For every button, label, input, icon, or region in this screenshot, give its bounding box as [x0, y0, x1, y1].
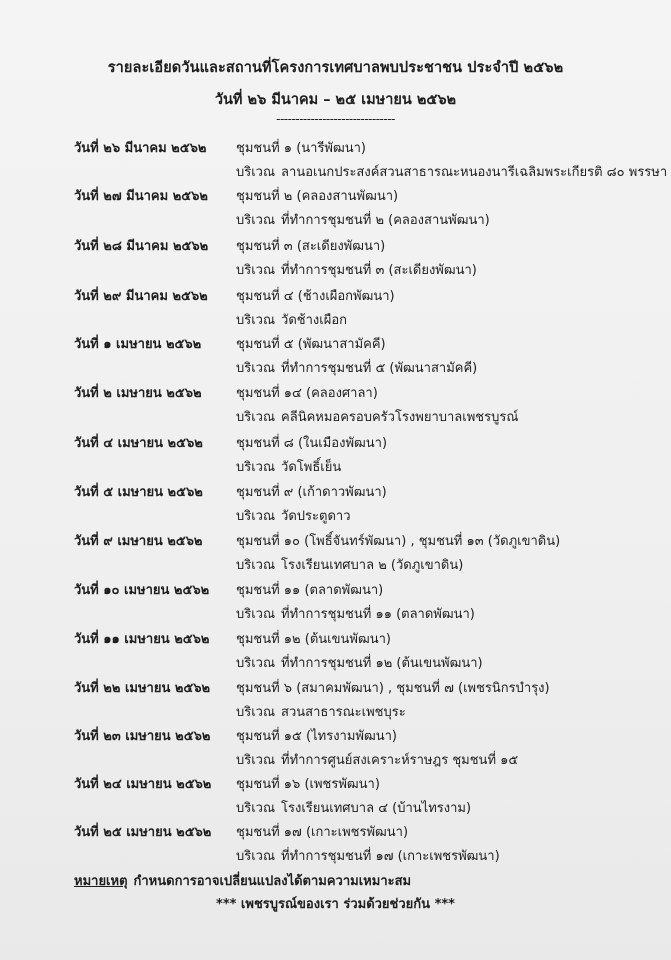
location-text: ที่ทำการชุมชนที่ ๒ (คลองสานพัฒนา): [281, 213, 490, 228]
entry-community: ชุมชนที่ ๘ (ในเมืองพัฒนา): [236, 436, 388, 451]
title-divider: -------------------------------: [276, 112, 395, 126]
schedule-entry: [0, 579, 671, 625]
location-text: วัดประตูดาว: [281, 509, 351, 524]
schedule-entry: [0, 285, 671, 331]
location-label: บริเวณ: [236, 753, 276, 768]
location-text: คลีนิคหมอครอบครัวโรงพยาบาลเพชรบูรณ์: [281, 410, 519, 425]
entry-location: [236, 309, 347, 330]
entry-date: วันที่ ๑ เมษายน ๒๕๖๒: [74, 337, 202, 352]
location-label: บริเวณ: [236, 801, 276, 816]
entry-location: [236, 456, 341, 477]
entry-location: [236, 749, 518, 770]
location-label: บริเวณ: [236, 410, 276, 425]
schedule-entry: [0, 333, 671, 379]
entry-location: [236, 652, 483, 673]
location-text: ลานอเนกประสงค์สวนสาธารณะหนองนารีเฉลิมพระเกียรติ ๘๐ พรรษา: [281, 165, 668, 180]
location-text: สวนสาธารณะเพชบุระ: [281, 705, 406, 720]
entry-location: [236, 357, 477, 378]
schedule-entry: [0, 382, 671, 428]
schedule-entry: [0, 725, 671, 771]
schedule-entry: [0, 137, 671, 183]
location-label: บริเวณ: [236, 460, 276, 475]
remark-label: หมายเหตุ: [74, 874, 128, 889]
schedule-entry: [0, 432, 671, 478]
entry-location: [236, 505, 351, 526]
location-text: วัดโพธิ์เย็น: [281, 460, 342, 475]
location-label: บริเวณ: [236, 607, 276, 622]
location-text: ที่ทำการชุมชนที่ ๑๑ (ตลาดพัฒนา): [281, 607, 475, 622]
entry-community: ชุมชนที่ ๑๒ (ต้นเขนพัฒนา): [236, 632, 391, 647]
location-label: บริเวณ: [236, 263, 276, 278]
entry-date: วันที่ ๒๓ เมษายน ๒๕๖๒: [74, 729, 211, 744]
entry-community: ชุมชนที่ ๔ (ช้างเผือกพัฒนา): [236, 289, 395, 304]
entry-location: [236, 845, 500, 866]
location-text: ที่ทำการชุมชนที่ ๕ (พัฒนาสามัคคี): [281, 361, 478, 376]
remark: [74, 870, 411, 891]
entry-date: วันที่ ๙ เมษายน ๒๕๖๒: [74, 534, 203, 549]
entry-date: วันที่ ๕ เมษายน ๒๕๖๒: [74, 485, 203, 500]
entry-date: วันที่ ๒๙ มีนาคม ๒๕๖๒: [74, 289, 208, 304]
entry-date: วันที่ ๒๕ เมษายน ๒๕๖๒: [74, 825, 212, 840]
entry-date: วันที่ ๒๔ เมษายน ๒๕๖๒: [74, 777, 212, 792]
schedule-entry: [0, 677, 671, 723]
entry-date: วันที่ ๒๖ มีนาคม ๒๕๖๒: [74, 141, 207, 156]
location-label: บริเวณ: [236, 361, 276, 376]
entry-location: [236, 554, 463, 575]
schedule-entry: [0, 821, 671, 867]
entry-community: ชุมชนที่ ๕ (พัฒนาสามัคคี): [236, 337, 386, 352]
entry-date: วันที่ ๒ เมษายน ๒๕๖๒: [74, 386, 202, 401]
location-text: โรงเรียนเทศบาล ๒ (วัดภูเขาดิน): [281, 558, 464, 573]
entry-date: วันที่ ๒๘ มีนาคม ๒๕๖๒: [74, 239, 209, 254]
location-text: ที่ทำการชุมชนที่ ๓ (สะเดียงพัฒนา): [281, 263, 477, 278]
location-label: บริเวณ: [236, 705, 276, 720]
location-label: บริเวณ: [236, 849, 276, 864]
entry-location: [236, 797, 471, 818]
schedule-entry: [0, 235, 671, 281]
schedule-entry: [0, 185, 671, 231]
entry-community: ชุมชนที่ ๒ (คลองสานพัฒนา): [236, 189, 399, 204]
entry-date: วันที่ ๒๗ มีนาคม ๒๕๖๒: [74, 189, 208, 204]
schedule-entry: [0, 530, 671, 576]
entry-date: วันที่ ๑๐ เมษายน ๒๕๖๒: [74, 583, 210, 598]
entry-date: วันที่ ๔ เมษายน ๒๕๖๒: [74, 436, 203, 451]
page-title: รายละเอียดวันและสถานที่โครงการเทศบาลพบประชาชน ประจำปี ๒๕๖๒: [107, 60, 564, 76]
location-text: ที่ทำการศูนย์สงเคราะห์ราษฎร ชุมชนที่ ๑๕: [281, 753, 519, 768]
entry-location: [236, 406, 518, 427]
entry-community: ชุมชนที่ ๑๖ (เพชรพัฒนา): [236, 777, 380, 792]
entry-community: ชุมชนที่ ๑๔ (คลองศาลา): [236, 386, 378, 401]
location-label: บริเวณ: [236, 558, 276, 573]
location-label: บริเวณ: [236, 213, 276, 228]
remark-text: กำหนดการอาจเปลี่ยนแปลงได้ตามความเหมาะสม: [133, 874, 412, 889]
slogan: *** เพชรบูรณ์ของเรา ร่วมด้วยช่วยกัน ***: [216, 897, 455, 912]
entry-community: ชุมชนที่ ๑ (นารีพัฒนา): [236, 141, 366, 156]
entry-location: [236, 161, 667, 182]
entry-community: ชุมชนที่ ๑๕ (ไทรงามพัฒนา): [236, 729, 397, 744]
entry-community: ชุมชนที่ ๑๑ (ตลาดพัฒนา): [236, 583, 384, 598]
date-range-subtitle: วันที่ ๒๖ มีนาคม – ๒๕ เมษายน ๒๕๖๒: [214, 92, 457, 108]
location-text: โรงเรียนเทศบาล ๔ (บ้านไทรงาม): [281, 801, 472, 816]
entry-location: [236, 603, 475, 624]
entry-community: ชุมชนที่ ๑๐ (โพธิ์จันทร์พัฒนา) , ชุมชนที่ ๑๓ (วัดภูเขาดิน): [236, 534, 561, 549]
location-label: บริเวณ: [236, 509, 276, 524]
schedule-entry: [0, 773, 671, 819]
location-label: บริเวณ: [236, 313, 276, 328]
location-label: บริเวณ: [236, 656, 276, 671]
entry-community: ชุมชนที่ ๓ (สะเดียงพัฒนา): [236, 239, 386, 254]
location-text: วัดช้างเผือก: [281, 313, 347, 328]
location-text: ที่ทำการชุมชนที่ ๑๗ (เกาะเพชรพัฒนา): [281, 849, 500, 864]
entry-location: [236, 259, 477, 280]
location-label: บริเวณ: [236, 165, 276, 180]
entry-community: ชุมชนที่ ๑๗ (เกาะเพชรพัฒนา): [236, 825, 409, 840]
schedule-entry: [0, 481, 671, 527]
entry-date: วันที่ ๑๑ เมษายน ๒๕๖๒: [74, 632, 210, 647]
entry-community: ชุมชนที่ ๖ (สมาคมพัฒนา) , ชุมชนที่ ๗ (เพชรนิกรบำรุง): [236, 681, 550, 696]
location-text: ที่ทำการชุมชนที่ ๑๒ (ต้นเขนพัฒนา): [281, 656, 483, 671]
entry-location: [236, 209, 490, 230]
entry-community: ชุมชนที่ ๙ (เก้าดาวพัฒนา): [236, 485, 387, 500]
schedule-entry: [0, 628, 671, 674]
entry-date: วันที่ ๒๒ เมษายน ๒๕๖๒: [74, 681, 211, 696]
entry-location: [236, 701, 406, 722]
